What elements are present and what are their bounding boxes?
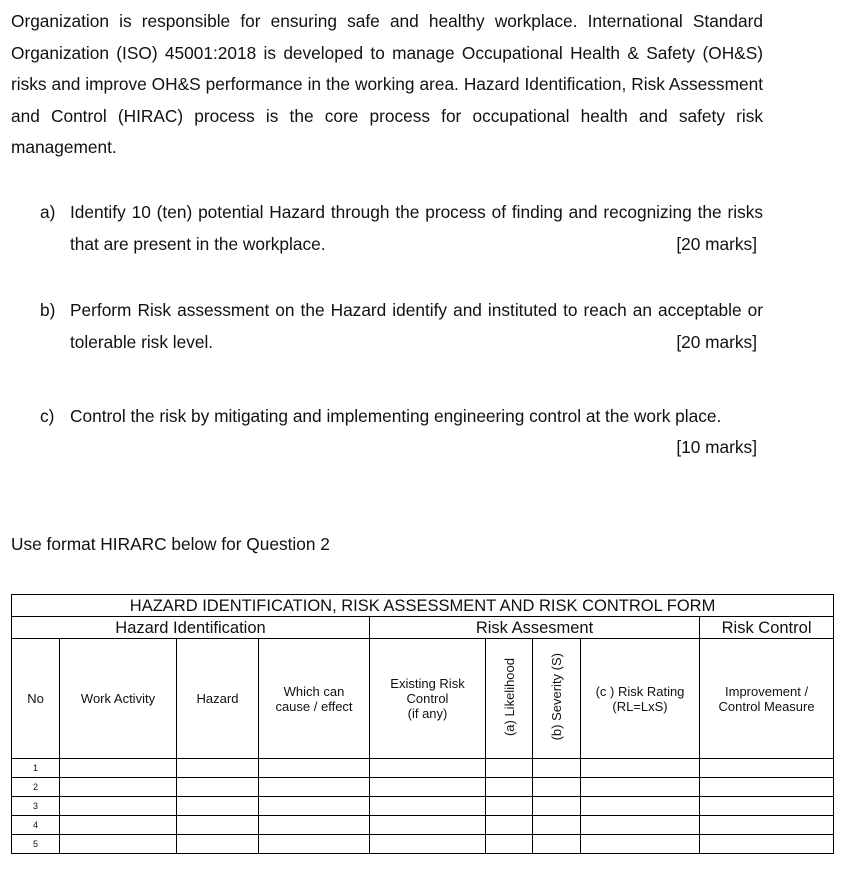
cell-severity[interactable]	[533, 835, 581, 854]
group-risk-control: Risk Control	[700, 617, 834, 639]
cell-likelihood[interactable]	[486, 835, 533, 854]
cell-cause-effect[interactable]	[259, 797, 370, 816]
col-cause-effect: Which can cause / effect	[259, 639, 370, 759]
col-hazard: Hazard	[177, 639, 259, 759]
question-marks: [10 marks]	[676, 437, 757, 458]
group-hazard-identification: Hazard Identification	[12, 617, 370, 639]
cell-cause-effect[interactable]	[259, 835, 370, 854]
hirarc-form-table	[11, 594, 834, 854]
cell-cause-effect[interactable]	[259, 759, 370, 778]
cell-likelihood[interactable]	[486, 778, 533, 797]
cell-cause-effect[interactable]	[259, 778, 370, 797]
col-severity: (b) Severity (S)	[533, 639, 581, 759]
use-format-note: Use format HIRARC below for Question 2	[11, 534, 330, 554]
form-title: HAZARD IDENTIFICATION, RISK ASSESSMENT AND RISK CONTROL FORM	[12, 595, 834, 617]
question-b	[40, 295, 763, 358]
row-number: 4	[12, 816, 60, 835]
cell-severity[interactable]	[533, 797, 581, 816]
col-work-activity: Work Activity	[60, 639, 177, 759]
question-c	[40, 401, 763, 464]
cell-existing-control[interactable]	[370, 835, 486, 854]
cell-improvement[interactable]	[700, 778, 834, 797]
question-text: Control the risk by mitigating and implementing engineering control at the work place.	[70, 406, 722, 426]
question-label: c)	[40, 406, 55, 426]
cell-hazard[interactable]	[177, 778, 259, 797]
cell-work-activity[interactable]	[60, 778, 177, 797]
cell-existing-control[interactable]	[370, 778, 486, 797]
cell-risk-rating[interactable]	[581, 816, 700, 835]
cell-likelihood[interactable]	[486, 797, 533, 816]
cell-existing-control[interactable]	[370, 797, 486, 816]
cell-likelihood[interactable]	[486, 759, 533, 778]
cell-hazard[interactable]	[177, 816, 259, 835]
row-number: 3	[12, 797, 60, 816]
group-risk-assessment: Risk Assesment	[370, 617, 700, 639]
cell-severity[interactable]	[533, 759, 581, 778]
question-marks: [20 marks]	[676, 331, 757, 352]
cell-cause-effect[interactable]	[259, 816, 370, 835]
row-number: 5	[12, 835, 60, 854]
cell-improvement[interactable]	[700, 835, 834, 854]
question-label: a)	[40, 202, 56, 222]
question-label: b)	[40, 300, 56, 320]
cell-existing-control[interactable]	[370, 759, 486, 778]
cell-work-activity[interactable]	[60, 797, 177, 816]
cell-risk-rating[interactable]	[581, 759, 700, 778]
col-risk-rating: (c ) Risk Rating (RL=LxS)	[581, 639, 700, 759]
row-number: 2	[12, 778, 60, 797]
cell-likelihood[interactable]	[486, 816, 533, 835]
intro-paragraph: Organization is responsible for ensuring safe and healthy workplace. International Standard Organization (ISO) 45001:2018 is developed to manage Occupational Health & Safety (OH&S) risks and improve OH&S performance in the working area. Hazard Identification, Risk Assessment and Control (HIRAC) process is the core process for occupational health and safety risk management.	[11, 11, 763, 158]
table-row	[12, 778, 834, 797]
col-improvement-control: Improvement / Control Measure	[700, 639, 834, 759]
cell-work-activity[interactable]	[60, 816, 177, 835]
table-row	[12, 797, 834, 816]
cell-severity[interactable]	[533, 816, 581, 835]
question-text: Perform Risk assessment on the Hazard identify and instituted to reach an acceptable or tolerable risk level.	[70, 300, 763, 352]
cell-improvement[interactable]	[700, 816, 834, 835]
table-row	[12, 759, 834, 778]
cell-improvement[interactable]	[700, 797, 834, 816]
col-no: No	[12, 639, 60, 759]
table-row	[12, 835, 834, 854]
cell-hazard[interactable]	[177, 835, 259, 854]
cell-existing-control[interactable]	[370, 816, 486, 835]
cell-hazard[interactable]	[177, 797, 259, 816]
cell-work-activity[interactable]	[60, 835, 177, 854]
question-text: Identify 10 (ten) potential Hazard through the process of finding and recognizing the risks that are present in the workplace.	[70, 202, 763, 254]
col-likelihood: (a) Likelihood	[486, 639, 533, 759]
cell-work-activity[interactable]	[60, 759, 177, 778]
question-a	[40, 197, 763, 260]
row-number: 1	[12, 759, 60, 778]
table-row	[12, 816, 834, 835]
cell-improvement[interactable]	[700, 759, 834, 778]
cell-risk-rating[interactable]	[581, 835, 700, 854]
cell-risk-rating[interactable]	[581, 778, 700, 797]
cell-risk-rating[interactable]	[581, 797, 700, 816]
cell-severity[interactable]	[533, 778, 581, 797]
col-existing-risk-control: Existing Risk Control (if any)	[370, 639, 486, 759]
question-marks: [20 marks]	[676, 233, 757, 254]
cell-hazard[interactable]	[177, 759, 259, 778]
